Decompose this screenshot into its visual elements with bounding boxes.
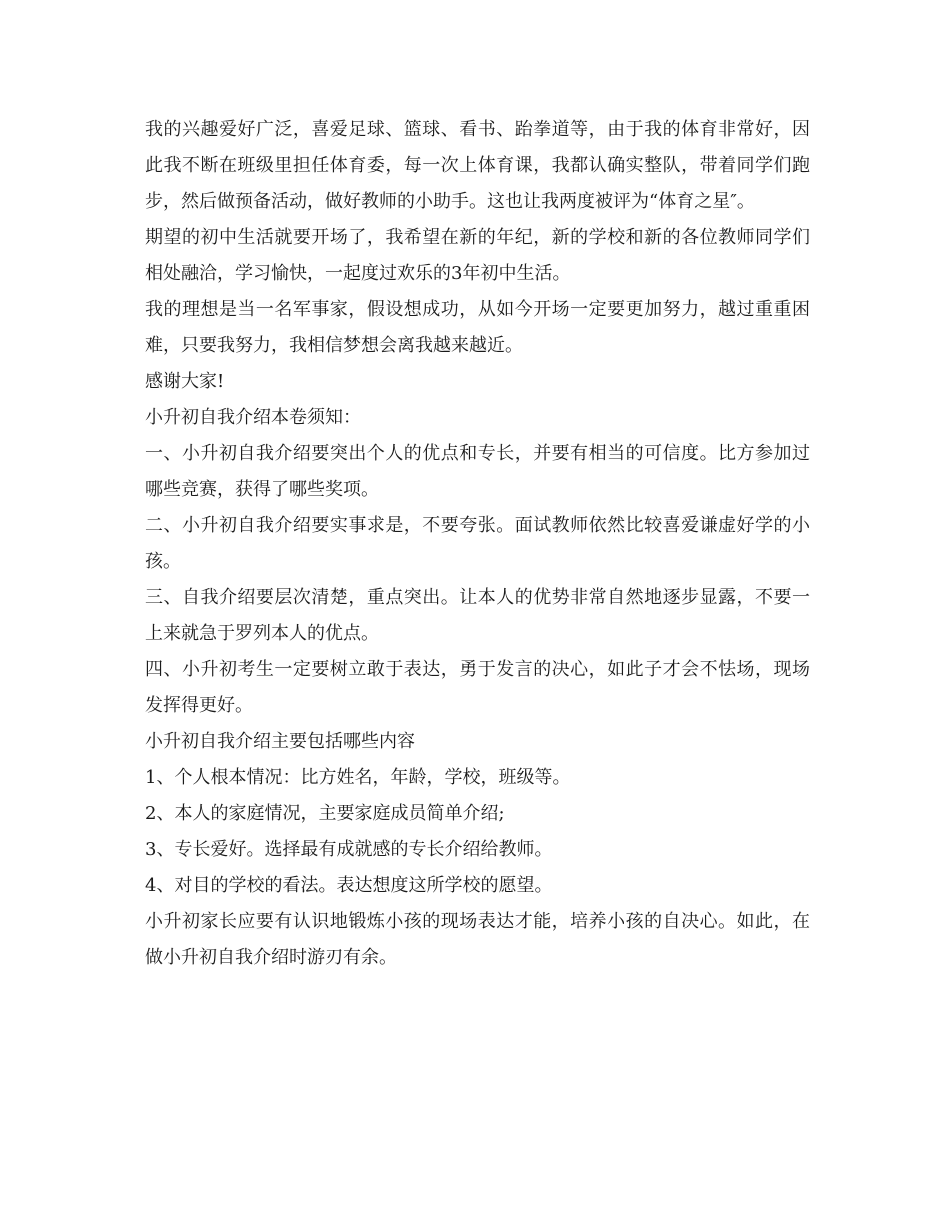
note-item-1: 一、小升初自我介绍要突出个人的优点和专长，并要有相当的可信度。比方参加过哪些竞赛，获得了哪些奖项。 [145, 443, 810, 500]
paragraph-middle-school-hopes: 期望的初中生活就要开场了，我希望在新的年纪，新的学校和新的各位教师同学们相处融洽，学习愉快，一起度过欢乐的3年初中生活。 [145, 227, 810, 284]
content-item-2: 2、本人的家庭情况，主要家庭成员简单介绍; [145, 803, 505, 824]
paragraph-ideal: 我的理想是当一名军事家，假设想成功，从如今开场一定要更加努力，越过重重困难，只要我努力，我相信梦想会离我越来越近。 [145, 299, 810, 356]
note-item-4: 四、小升初考生一定要树立敢于表达，勇于发言的决心，如此子才会不怯场，现场发挥得更好。 [145, 659, 810, 716]
note-item-3: 三、自我介绍要层次清楚，重点突出。让本人的优势非常自然地逐步显露，不要一上来就急于罗列本人的优点。 [145, 587, 810, 644]
section-heading-contents: 小升初自我介绍主要包括哪些内容 [145, 731, 415, 752]
note-item-2: 二、小升初自我介绍要实事求是，不要夸张。面试教师依然比较喜爱谦虚好学的小孩。 [145, 515, 810, 572]
content-item-3: 3、专长爱好。选择最有成就感的专长介绍给教师。 [145, 839, 553, 860]
paragraph-parent-advice: 小升初家长应要有认识地锻炼小孩的现场表达才能，培养小孩的自决心。如此，在做小升初自我介绍时游刃有余。 [145, 911, 810, 968]
document-body [145, 112, 810, 976]
content-item-4: 4、对目的学校的看法。表达想度这所学校的愿望。 [145, 875, 553, 896]
section-heading-notes: 小升初自我介绍本卷须知： [145, 407, 361, 428]
paragraph-hobbies: 我的兴趣爱好广泛，喜爱足球、篮球、看书、跆拳道等，由于我的体育非常好，因此我不断在班级里担任体育委，每一次上体育课，我都认确实整队，带着同学们跑步，然后做预备活动，做好教师的小助手。这也让我两度被评为“体育之星″。 [145, 119, 810, 212]
paragraph-thanks: 感谢大家! [145, 371, 225, 392]
content-item-1: 1、个人根本情况：比方姓名，年龄，学校，班级等。 [145, 767, 571, 788]
